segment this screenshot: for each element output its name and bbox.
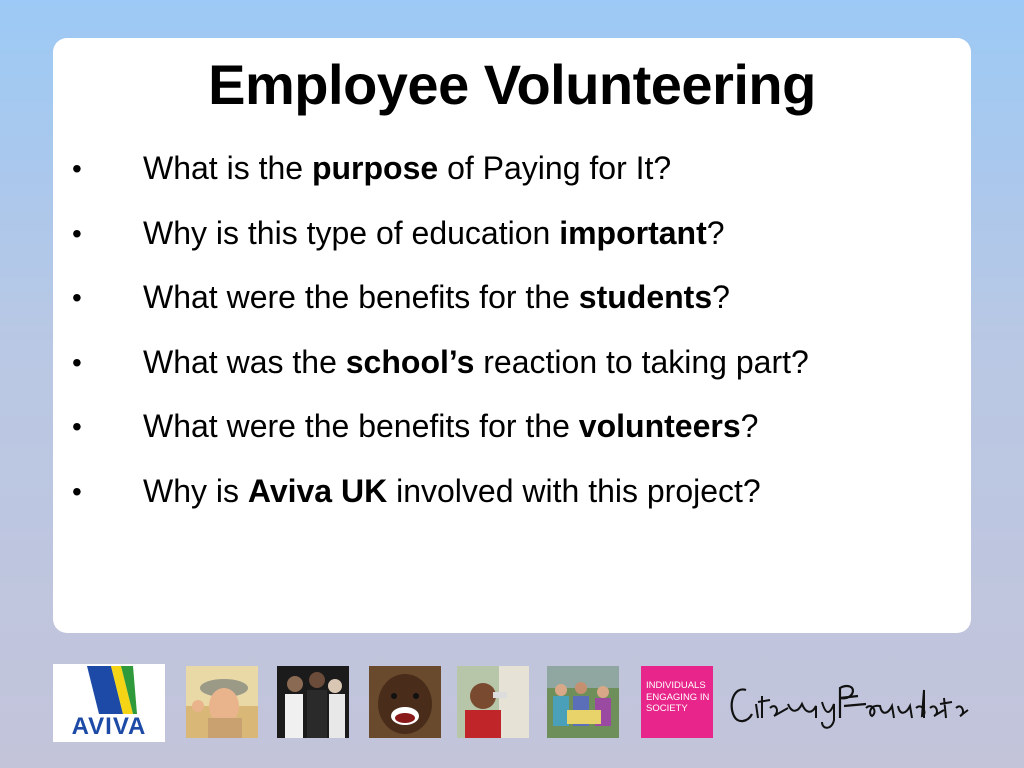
individuals-engaging-in-society-logo <box>641 666 713 738</box>
group-of-teens-photo <box>277 666 349 738</box>
bullet-text: What is the purpose of Paying for It? <box>143 150 672 186</box>
bullet-text: Why is Aviva UK involved with this project? <box>143 472 761 509</box>
aviva-logo-text: AVIVA <box>71 713 147 740</box>
bullet-text: What was the school’s reaction to taking part? <box>143 343 809 380</box>
citizenship-foundation-logo <box>726 674 972 736</box>
bullet-text: Why is this type of education important? <box>143 214 725 251</box>
bullet-text: What were the benefits for the students? <box>143 279 730 316</box>
logo-strip <box>0 660 1024 742</box>
ies-logo-line: INDIVIDUALS <box>646 680 706 691</box>
aviva-logo <box>53 664 165 742</box>
ies-logo-line: SOCIETY <box>646 703 688 714</box>
slide-title: Employee Volunteering <box>208 53 816 116</box>
bullet-dot: • <box>72 282 82 314</box>
ies-logo-line: ENGAGING IN <box>646 691 710 703</box>
content-card <box>53 38 971 633</box>
bullet-dot: • <box>72 475 82 507</box>
woman-with-hat-photo <box>186 666 258 738</box>
boy-drinking-photo <box>457 666 529 738</box>
aviva-logo-mark <box>53 664 165 714</box>
laughing-boy-photo <box>369 666 441 738</box>
outdoor-group-photo <box>547 666 619 738</box>
bullet-text: What were the benefits for the volunteers? <box>143 408 759 445</box>
bullet-dot: • <box>72 411 82 443</box>
bullet-dot: • <box>72 153 82 184</box>
bullet-dot: • <box>72 217 82 249</box>
bullet-dot: • <box>72 346 82 378</box>
